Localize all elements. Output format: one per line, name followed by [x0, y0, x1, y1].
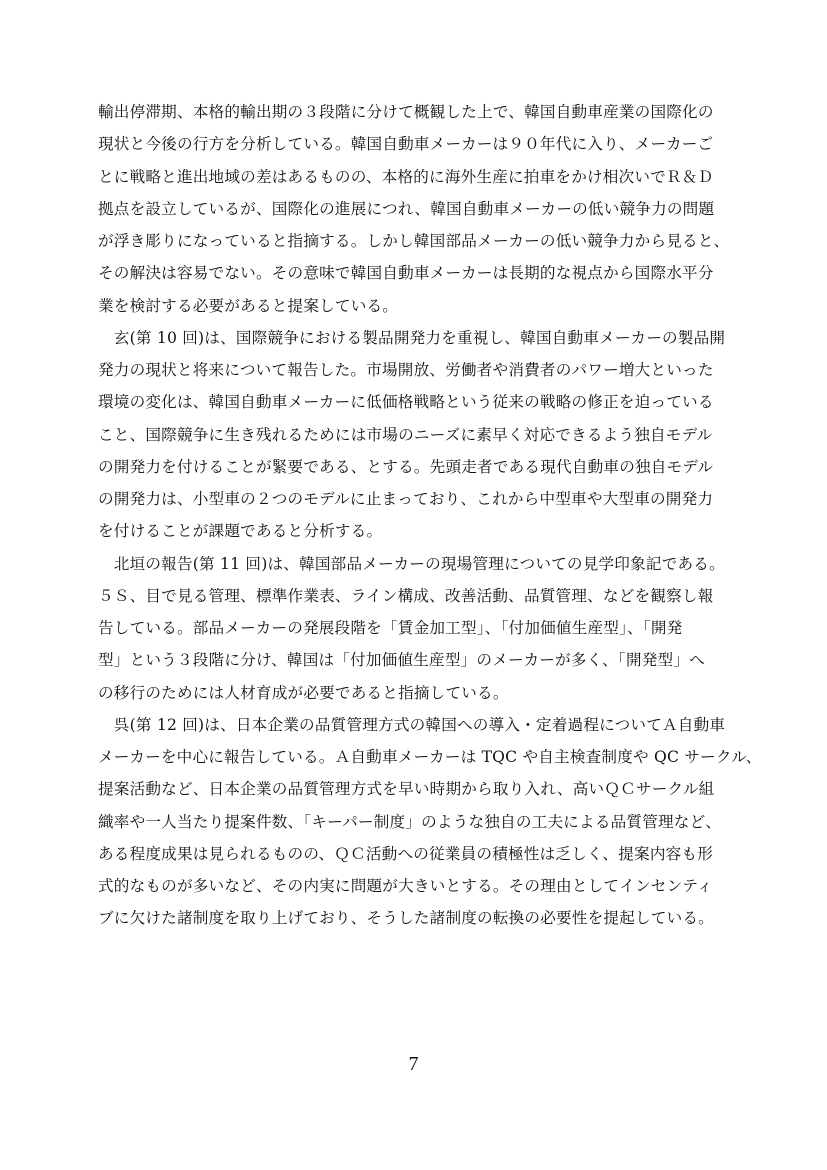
text-line: 告している。部品メーカーの発展段階を「賃金加工型」、「付加価値生産型」、「開発 — [98, 619, 683, 637]
text-line: 型」という３段階に分け、韓国は「付加価値生産型」のメーカーが多く、「開発型」へ — [98, 651, 705, 670]
text-line: 発力の現状と将来について報告した。市場開放、労働者や消費者のパワー増大といった — [98, 361, 714, 379]
text-line: の移行のためには人材育成が必要であると指摘している。 — [98, 683, 509, 702]
text-line: 式的なものが多いなど、その内実に問題が大きいとする。その理由としてインセンティ — [98, 877, 713, 895]
text-line: こと、国際競争に生き残れるためには市場のニーズに素早く対応できるよう独自モデル — [98, 425, 713, 444]
text-line: ５Ｓ、目で見る管理、標準作業表、ライン構成、改善活動、品質管理、などを観察し報 — [98, 586, 714, 605]
text-line: とに戦略と進出地域の差はあるものの、本格的に海外生産に拍車をかけ相次いでＲ＆Ｄ — [98, 167, 714, 186]
text-line: 提案活動など、日本企業の品質管理方式を早い時期から取り入れ、高いＱＣサークル組 — [98, 780, 715, 799]
text-line: が浮き彫りになっていると指摘する。しかし韓国部品メーカーの低い競争力から見ると、 — [98, 232, 730, 250]
text-line: の開発力は、小型車の２つのモデルに止まっており、これから中型車や大型車の開発力 — [98, 490, 714, 508]
text-line: その解決は容易でない。その意味で韓国自動車メーカーは長期的な視点から国際水平分 — [98, 264, 714, 283]
text-line: 業を検討する必要があると提案している。 — [98, 296, 399, 315]
text-line: 織率や一人当たり提案件数、「キーパー制度」のような独自の工夫による品質管理など、 — [98, 812, 722, 831]
text-line: 玄(第 10 回)は、国際競争における製品開発力を重視し、韓国自動車メーカーの製品開 — [98, 328, 726, 347]
text-line: 現状と今後の行方を分析している。韓国自動車メーカーは９０年代に入り、メーカーご — [98, 135, 714, 154]
text-line: 輸出停滞期、本格的輸出期の３段階に分けて概観した上で、韓国自動車産業の国際化の — [98, 103, 714, 121]
text-line: 呉(第 12 回)は、日本企業の品質管理方式の韓国への導入・定着過程についてＡ自動車 — [98, 715, 726, 734]
text-line: 北垣の報告(第 11 回)は、韓国部品メーカーの現場管理についての見学印象記である。 — [98, 554, 725, 573]
text-line: の開発力を付けることが緊要である、とする。先頭走者である現代自動車の独自モデル — [98, 457, 714, 476]
text-line: 拠点を設立しているが、国際化の進展につれ、韓国自動車メーカーの低い競争力の問題 — [98, 199, 715, 218]
text-line: メーカーを中心に報告している。Ａ自動車メーカーは TQC や自主検査制度や QC サークル、 — [98, 748, 762, 766]
text-line: ブに欠けた諸制度を取り上げており、そうした諸制度の転換の必要性を提起している。 — [98, 909, 714, 928]
text-line: を付けることが課題であると分析する。 — [98, 522, 383, 541]
page-number: 7 — [408, 1053, 419, 1075]
text-line: ある程度成果は見られるものの、ＱＣ活動への従業員の積極性は乏しく、提案内容も形 — [98, 844, 714, 863]
body-text — [98, 96, 768, 935]
text-line: 環境の変化は、韓国自動車メーカーに低価格戦略という従来の戦略の修正を迫っている — [98, 393, 714, 412]
